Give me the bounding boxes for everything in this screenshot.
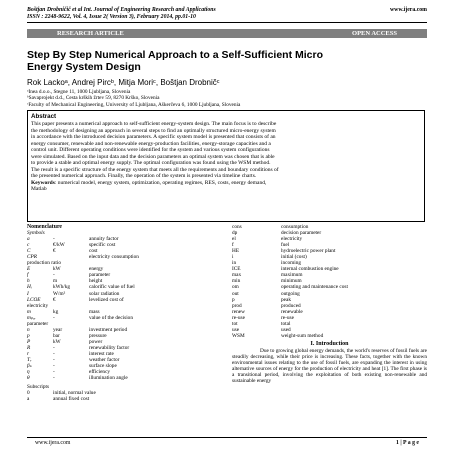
abbreviation: cons xyxy=(232,224,242,230)
title-line-2: Energy System Design xyxy=(27,61,141,73)
abbreviation: use xyxy=(232,326,240,333)
abstract-line: in accordance with the introduced decision parameters. A specific system model is presented that consists of an xyxy=(31,134,276,141)
symbol-description: parameter xyxy=(89,272,111,279)
symbol-description: mass xyxy=(89,308,100,315)
affiliation-a: ᵃInea d.o.o., Stegne 11, 1000 Ljubljana, Slovenia xyxy=(27,89,131,95)
article-banner xyxy=(27,29,427,38)
subscripts-label: Subscripts xyxy=(27,384,50,391)
symbol: R xyxy=(27,344,31,351)
abstract-line: control unit. Different operating conditions were identified for the system and various system configurations xyxy=(31,147,270,154)
journal-site[interactable]: www.ijera.com xyxy=(389,7,427,13)
symbol: mₚₑᵣ xyxy=(27,314,36,321)
affiliation-b: ᵇSavaprojekt d.d., Cesta krških žrtev 59, 8270 Krško, Slovenia xyxy=(27,95,160,102)
symbol-description: height xyxy=(89,278,103,285)
symbol-unit: - xyxy=(53,344,55,351)
symbol-list xyxy=(27,236,210,381)
symbol-description: levelized cost of xyxy=(89,296,124,303)
affiliation-c: ᶜFaculty of Mechanical Engineering, University of Ljubljana, Aškerčeva 6, 1000 Ljubljana, Slovenia xyxy=(27,101,241,108)
symbol-unit: kW xyxy=(53,266,61,273)
page-number: 1 | P a g e xyxy=(395,440,419,446)
abbreviation: f xyxy=(232,242,234,249)
symbol-unit: - xyxy=(53,314,55,321)
abbreviation: out xyxy=(232,290,239,297)
abbreviation: WSM xyxy=(232,332,245,339)
banner-access: OPEN ACCESS xyxy=(352,30,397,37)
abbreviation-description: fuel xyxy=(281,242,290,249)
abstract-line: The result is a specific structure of the energy system that meets all the requirements and boundary conditions of xyxy=(31,166,279,173)
abstract-line: to provide a stable and optimal energy supply. The optimal configuration was found using the WSM method. xyxy=(31,160,271,167)
abbreviation: el xyxy=(232,236,236,243)
symbol: Hᵢ xyxy=(27,284,32,291)
symbol-unit: - xyxy=(53,363,55,370)
symbol: c xyxy=(27,242,30,249)
symbol: LCOE xyxy=(27,296,41,303)
abbreviation-description: weight-sum method xyxy=(281,332,324,339)
symbol: m xyxy=(27,308,31,315)
symbol-unit: bar xyxy=(53,332,60,339)
symbol-unit: kW xyxy=(53,338,61,345)
symbol-unit: - xyxy=(53,369,55,376)
symbol-description: surface slope xyxy=(89,363,117,370)
symbol-description: illumination angle xyxy=(89,375,128,382)
abbreviation: min xyxy=(232,278,241,285)
introduction-heading: I. Introduction xyxy=(310,340,349,347)
abbreviation-description: outgoing xyxy=(281,290,300,297)
symbol-description-cont: production ratio xyxy=(27,260,61,267)
symbol-unit: - xyxy=(53,350,55,357)
symbol-description: weather factor xyxy=(89,357,120,364)
issn-line: ISSN : 2248-9622, Vol. 4, Issue 2( Version 3), February 2014, pp.01-10 xyxy=(27,14,196,20)
symbol: P xyxy=(27,338,31,345)
symbol-description: specific cost xyxy=(89,242,116,249)
symbol-unit: year xyxy=(53,326,63,333)
abbreviation-description: electricity xyxy=(281,236,303,243)
symbol-description: calorific value of fuel xyxy=(89,284,135,291)
right-column xyxy=(232,224,427,384)
abstract-line: were simulated. Based on the input data and the decision parameters an optimal system was chosen that is able xyxy=(31,153,275,160)
abbreviation: tot xyxy=(232,320,238,327)
symbol: a xyxy=(27,236,30,243)
symbol: I xyxy=(27,290,29,297)
symbol-unit: - xyxy=(53,357,55,364)
footer-url[interactable]: www.ijera.com xyxy=(35,440,71,446)
abbreviation: ICE xyxy=(232,266,241,273)
abbreviation-description: peak xyxy=(281,296,291,303)
abbreviation-description: produced xyxy=(281,302,301,309)
nomenclature-title: Nomenclature xyxy=(27,224,62,230)
symbol: βₛ xyxy=(27,363,32,370)
abbreviation-description: maximum xyxy=(281,272,303,279)
symbol-unit: - xyxy=(53,375,55,382)
symbol-unit: kWh/kg xyxy=(53,284,71,291)
abbreviation: max xyxy=(232,272,242,279)
symbol-unit: - xyxy=(53,236,55,243)
symbol-description-cont: electricity xyxy=(27,302,49,309)
keywords-label: Keywords xyxy=(31,179,55,186)
abstract-line: energy consumer, renewable and non-renewable energy-production facilities, energy-storage capacities and a xyxy=(31,140,271,147)
journal-line: Boštjan Drobničič et al Int. Journal of Engineering Research and Applications xyxy=(27,7,216,13)
affiliations xyxy=(27,89,427,108)
abstract-box xyxy=(27,110,425,222)
symbol-description: annuity factor xyxy=(89,236,119,243)
symbol-description: renewability factor xyxy=(89,344,130,351)
symbol-description: cost xyxy=(89,248,98,255)
subscript-description: annual fixed cost xyxy=(53,396,90,403)
symbol-description: power xyxy=(89,338,103,345)
abbreviation: prod xyxy=(232,302,242,309)
keywords-text: : numerical model, energy system, optimization, operating regimes, RES, costs, energy demand, xyxy=(54,179,267,186)
keywords xyxy=(31,180,421,193)
abstract-text xyxy=(31,121,421,180)
symbol: Tᵥ xyxy=(27,357,32,364)
abstract-line: the methodology of designing an approach in several steps to find an optimally structured micro-energy system xyxy=(31,127,276,134)
symbol-description: solar radiation xyxy=(89,290,120,297)
symbol: f xyxy=(27,272,29,279)
abbreviation: i xyxy=(232,254,234,261)
subscript-symbol: a xyxy=(27,396,30,403)
nomenclature-column xyxy=(27,224,210,402)
abbreviation: re-use xyxy=(232,314,245,321)
abstract-line: the presented numerical approach. Finally, the operation of the system is presented via timeline charts. xyxy=(31,173,257,180)
symbol-description: electricity consumption xyxy=(89,254,139,261)
symbol-description: interest rate xyxy=(89,350,114,357)
symbol-description: efficiency xyxy=(89,369,111,376)
symbol-unit: m xyxy=(53,278,58,285)
subscript-row xyxy=(27,396,210,402)
header-divider xyxy=(27,22,427,23)
abbreviation-description: total xyxy=(281,320,291,327)
symbol: η xyxy=(27,369,30,376)
symbol: n xyxy=(27,326,30,333)
symbol-description: investment period xyxy=(89,326,128,333)
abbreviation-description: minimum xyxy=(281,278,302,285)
abbreviation-description: internal combustion engine xyxy=(281,266,339,273)
introduction-text: Due to growing global energy demands, the world's reserves of fossil fuels are steadily decreasing, while their price is increasing. These facts, together with the known environmental issues relating to the use of fossil fuels, are expanding the interest in using alternative sources of energy for the production of electricity and heat [1]. The first phase is a transitional period, involving the exploitation of both existing non-renewable and sustainable energy xyxy=(232,347,427,385)
abbreviation: dp xyxy=(232,230,238,237)
abbreviation: renew xyxy=(232,308,245,315)
symbol: h xyxy=(27,278,30,285)
abbreviation-description: incoming xyxy=(281,260,302,267)
symbol: p xyxy=(27,332,30,339)
symbol-unit: €/kW xyxy=(53,242,65,249)
abbreviation-description: hydroelectric power plant xyxy=(281,248,336,255)
paper-title xyxy=(27,49,427,73)
abbreviation: HE xyxy=(232,248,240,255)
abbreviation-description: used xyxy=(281,326,291,333)
symbol-description-cont: parameter xyxy=(27,320,49,327)
abstract-line: This paper presents a numerical approach to self-sufficient energy-system design. The main focus is to describe xyxy=(31,121,277,127)
symbol: θ xyxy=(27,375,30,382)
abbreviation-description: initial (cost) xyxy=(281,254,307,261)
abbreviation-description: decision parameter xyxy=(281,230,322,237)
keywords-text-2: Matlab xyxy=(31,186,47,193)
title-line-1: Step By Step Numerical Approach to a Self-Sufficient Micro xyxy=(27,49,323,61)
symbol-unit: W/m² xyxy=(53,290,66,297)
subscript-symbol: 0 xyxy=(27,390,30,397)
symbol-description: energy xyxy=(89,266,104,273)
abbreviation-description: operating and maintenance cost xyxy=(281,284,348,291)
abbreviation-description: re-use xyxy=(281,314,294,321)
abbreviation-description: consumption xyxy=(281,224,309,230)
symbol-unit: € xyxy=(53,296,56,303)
symbols-label: Symbols xyxy=(27,230,45,237)
footer-divider xyxy=(27,437,427,438)
abbreviation: om xyxy=(232,284,239,291)
symbol: CPR xyxy=(27,254,38,261)
banner-article-type: RESEARCH ARTICLE xyxy=(57,30,124,37)
symbol-unit: kg xyxy=(53,308,59,315)
abbreviation-list xyxy=(232,224,427,339)
symbol: E xyxy=(27,266,31,273)
running-header xyxy=(27,7,427,21)
symbol-description: pressure xyxy=(89,332,107,339)
abbreviation-description: renewable xyxy=(281,308,303,315)
abbreviation-row xyxy=(232,333,427,339)
subscript-list xyxy=(27,390,210,402)
symbol-row xyxy=(27,375,210,381)
abstract-title: Abstract xyxy=(31,113,57,120)
subscript-description: initial, normal value xyxy=(53,390,96,397)
symbol: r xyxy=(27,350,30,357)
symbol: C xyxy=(27,248,31,255)
symbol-description: value of the decision xyxy=(89,314,133,321)
author-list: Rok Lackoᵃ, Andrej Pircᵇ, Mitja Moriᶜ, Boštjan Drobničᶜ xyxy=(27,78,220,87)
symbol-unit: - xyxy=(53,272,55,279)
symbol-unit: € xyxy=(53,248,56,255)
abbreviation: in xyxy=(232,260,237,267)
abbreviation: p xyxy=(232,296,235,303)
